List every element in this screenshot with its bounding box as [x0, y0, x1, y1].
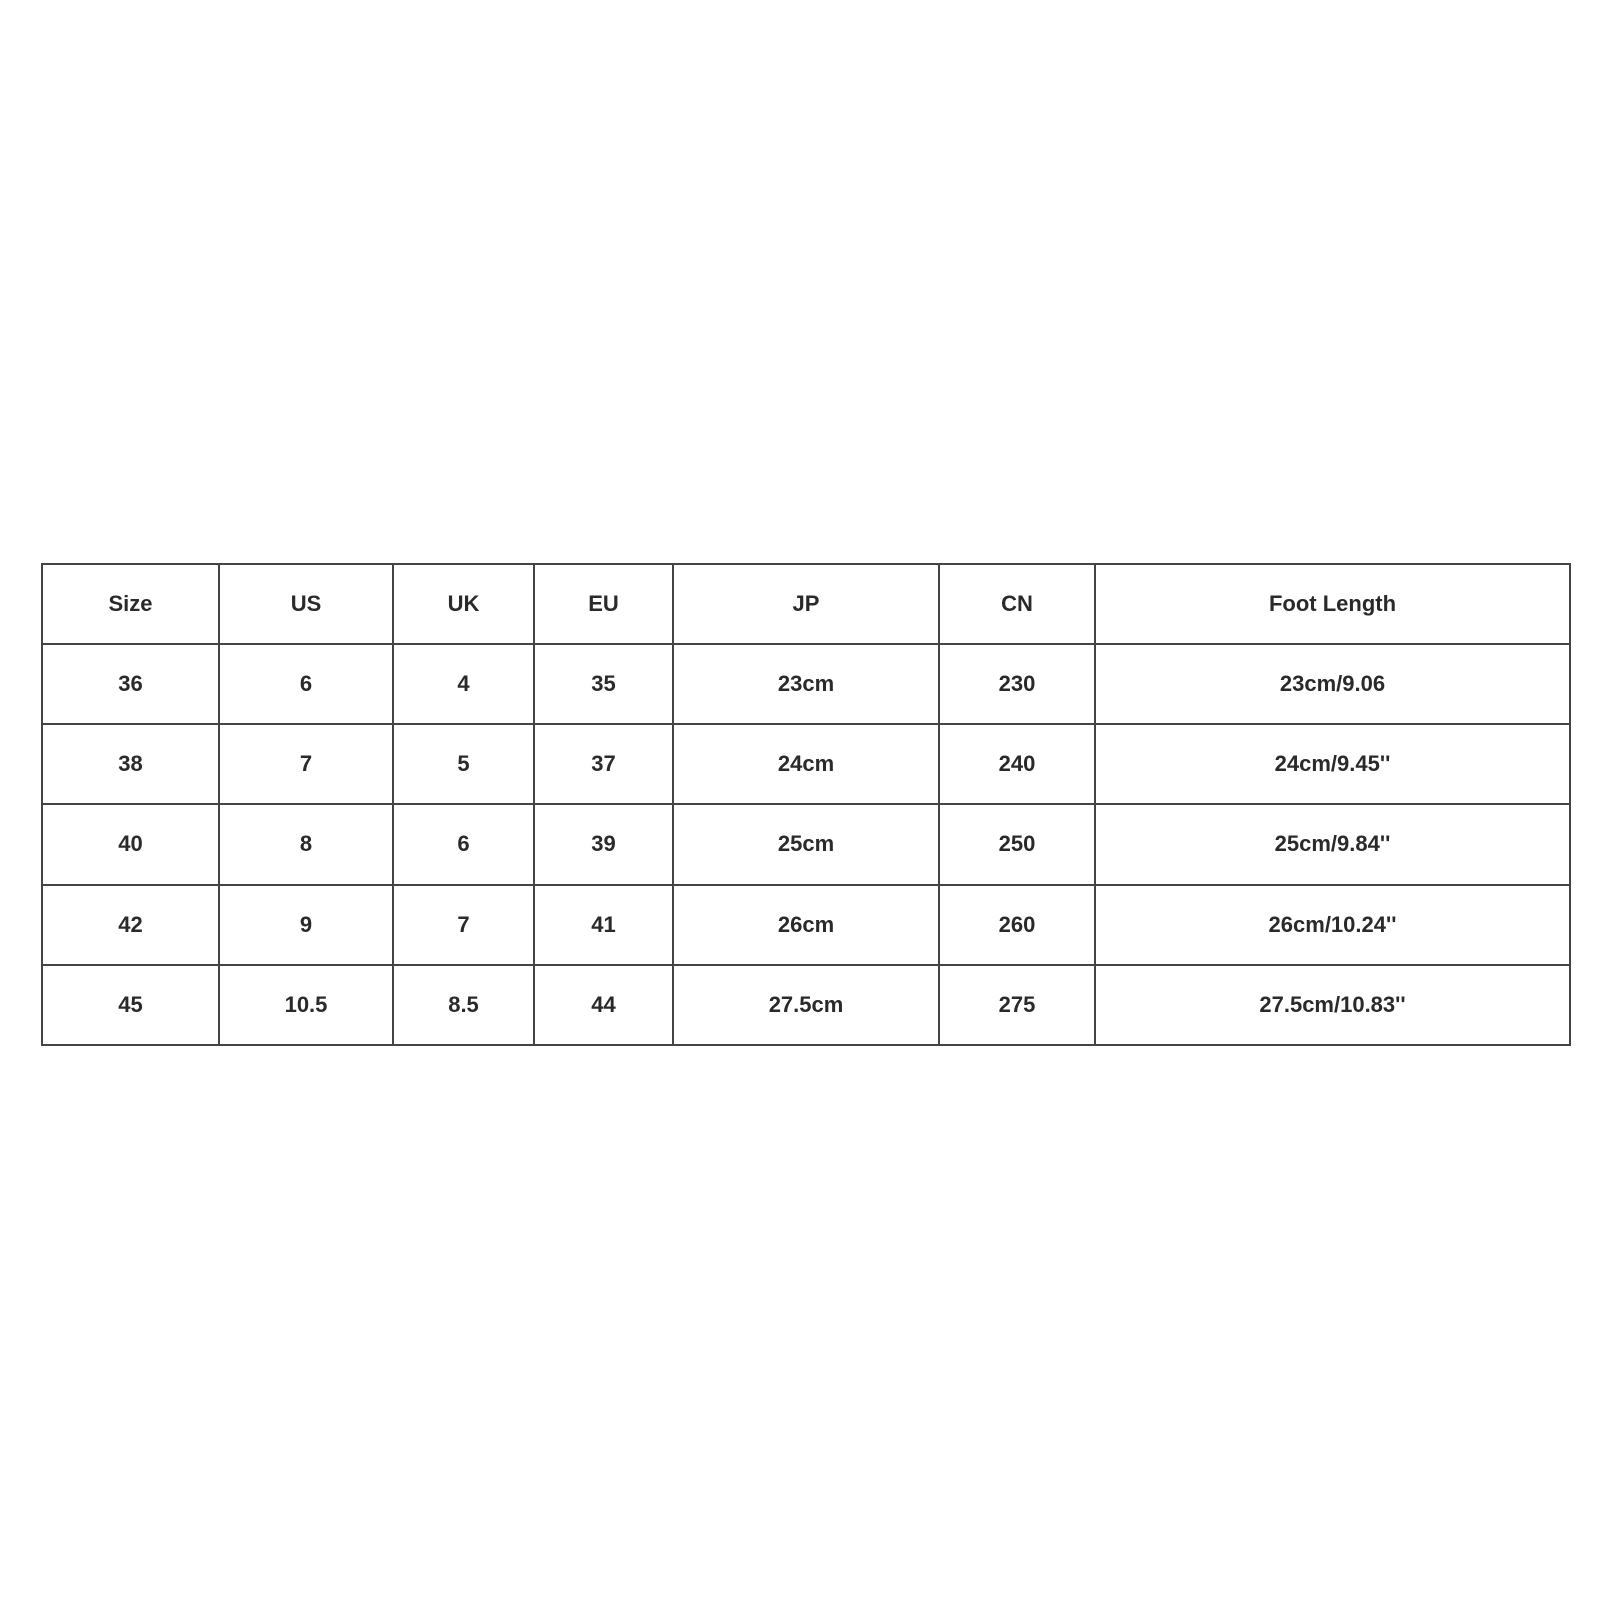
- cell-us: 9: [219, 885, 393, 965]
- header-uk: UK: [393, 564, 534, 644]
- cell-us: 6: [219, 644, 393, 724]
- cell-jp: 27.5cm: [673, 965, 939, 1045]
- cell-eu: 35: [534, 644, 673, 724]
- cell-us: 10.5: [219, 965, 393, 1045]
- cell-foot-length: 25cm/9.84'': [1095, 804, 1570, 884]
- cell-jp: 24cm: [673, 724, 939, 804]
- cell-us: 7: [219, 724, 393, 804]
- cell-uk: 6: [393, 804, 534, 884]
- table-row: [42, 885, 1570, 965]
- cell-uk: 5: [393, 724, 534, 804]
- cell-cn: 275: [939, 965, 1095, 1045]
- cell-jp: 25cm: [673, 804, 939, 884]
- header-cn: CN: [939, 564, 1095, 644]
- table-row: [42, 724, 1570, 804]
- cell-eu: 41: [534, 885, 673, 965]
- cell-foot-length: 27.5cm/10.83'': [1095, 965, 1570, 1045]
- cell-size: 40: [42, 804, 219, 884]
- cell-cn: 260: [939, 885, 1095, 965]
- cell-size: 42: [42, 885, 219, 965]
- cell-size: 36: [42, 644, 219, 724]
- table-header-row: [42, 564, 1570, 644]
- size-chart-table: [41, 563, 1571, 1046]
- cell-uk: 7: [393, 885, 534, 965]
- cell-eu: 39: [534, 804, 673, 884]
- table-row: [42, 644, 1570, 724]
- header-eu: EU: [534, 564, 673, 644]
- cell-cn: 250: [939, 804, 1095, 884]
- cell-uk: 8.5: [393, 965, 534, 1045]
- header-size: Size: [42, 564, 219, 644]
- cell-eu: 37: [534, 724, 673, 804]
- cell-size: 38: [42, 724, 219, 804]
- cell-size: 45: [42, 965, 219, 1045]
- cell-foot-length: 23cm/9.06: [1095, 644, 1570, 724]
- table-row: [42, 965, 1570, 1045]
- cell-eu: 44: [534, 965, 673, 1045]
- cell-cn: 240: [939, 724, 1095, 804]
- cell-us: 8: [219, 804, 393, 884]
- header-jp: JP: [673, 564, 939, 644]
- table-row: [42, 804, 1570, 884]
- cell-jp: 26cm: [673, 885, 939, 965]
- cell-foot-length: 24cm/9.45'': [1095, 724, 1570, 804]
- cell-uk: 4: [393, 644, 534, 724]
- cell-cn: 230: [939, 644, 1095, 724]
- cell-jp: 23cm: [673, 644, 939, 724]
- header-us: US: [219, 564, 393, 644]
- cell-foot-length: 26cm/10.24'': [1095, 885, 1570, 965]
- header-foot-length: Foot Length: [1095, 564, 1570, 644]
